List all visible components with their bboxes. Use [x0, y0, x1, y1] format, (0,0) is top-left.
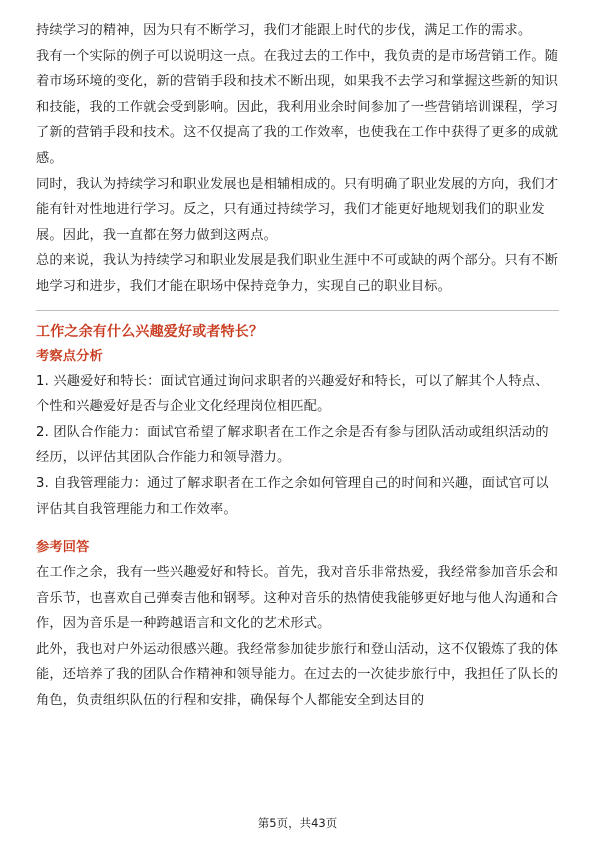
answer-paragraph: 此外，我也对户外运动很感兴趣。我经常参加徒步旅行和登山活动，这不仅锻炼了我的体能，还培养了我的团队合作精神和领导能力。在过去的一次徒步旅行中，我担任了队长的角色，负责组织队伍的行程和安排，确保每个人都能安全到达目的 [36, 641, 559, 709]
answer-paragraph: 在工作之余，我有一些兴趣爱好和特长。首先，我对音乐非常热爱，我经常参加音乐会和音乐节，也喜欢自己弹奏吉他和钢琴。这种对音乐的热情使我能够更好地与他人沟通和合作，因为音乐是一种跨越语言和文化的艺术形式。 [36, 565, 559, 632]
document-page [36, 18, 559, 714]
section-divider [36, 310, 559, 311]
question-section [36, 319, 559, 714]
analysis-point: 3. 自我管理能力：通过了解求职者在工作之余如何管理自己的时间和兴趣，面试官可以评估其自我管理能力和工作效率。 [36, 475, 549, 517]
analysis-point: 2. 团队合作能力：面试官希望了解求职者在工作之余是否有参与团队活动或组织活动的经历，以评估其团队合作能力和领导潜力。 [36, 424, 549, 466]
paragraph: 同时，我认为持续学习和职业发展也是相辅相成的。只有明确了职业发展的方向，我们才能有针对性地进行学习。反之，只有通过持续学习，我们才能更好地规划我们的职业发展。因此，我一直都在努力做到这两点。 [36, 176, 559, 243]
paragraph: 总的来说，我认为持续学习和职业发展是我们职业生涯中不可或缺的两个部分。只有不断地学习和进步，我们才能在职场中保持竞争力，实现自己的职业目标。 [36, 253, 559, 294]
analysis-heading: 考察点分析 [36, 348, 103, 364]
paragraph: 持续学习的精神，因为只有不断学习，我们才能跟上时代的步伐，满足工作的需求。 [36, 23, 532, 38]
answer-heading: 参考回答 [36, 540, 90, 556]
previous-answer-section [36, 18, 559, 300]
spacer [36, 522, 559, 536]
question-title: 工作之余有什么兴趣爱好或者特长？ [36, 323, 264, 340]
analysis-point: 1. 兴趣爱好和特长：面试官通过询问求职者的兴趣爱好和特长，可以了解其个人特点、个性和兴趣爱好是否与企业文化经理岗位相匹配。 [36, 373, 549, 415]
paragraph: 我有一个实际的例子可以说明这一点。在我过去的工作中，我负责的是市场营销工作。随着市场环境的变化，新的营销手段和技术不断出现，如果我不去学习和掌握这些新的知识和技能，我的工作就会受到影响。因此，我利用业余时间参加了一些营销培训课程，学习了新的营销手段和技术。这不仅提高了我的工作效率，也使我在工作中获得了更多的成就感。 [36, 48, 559, 166]
page-number: 第5页，共43页 [257, 816, 338, 830]
